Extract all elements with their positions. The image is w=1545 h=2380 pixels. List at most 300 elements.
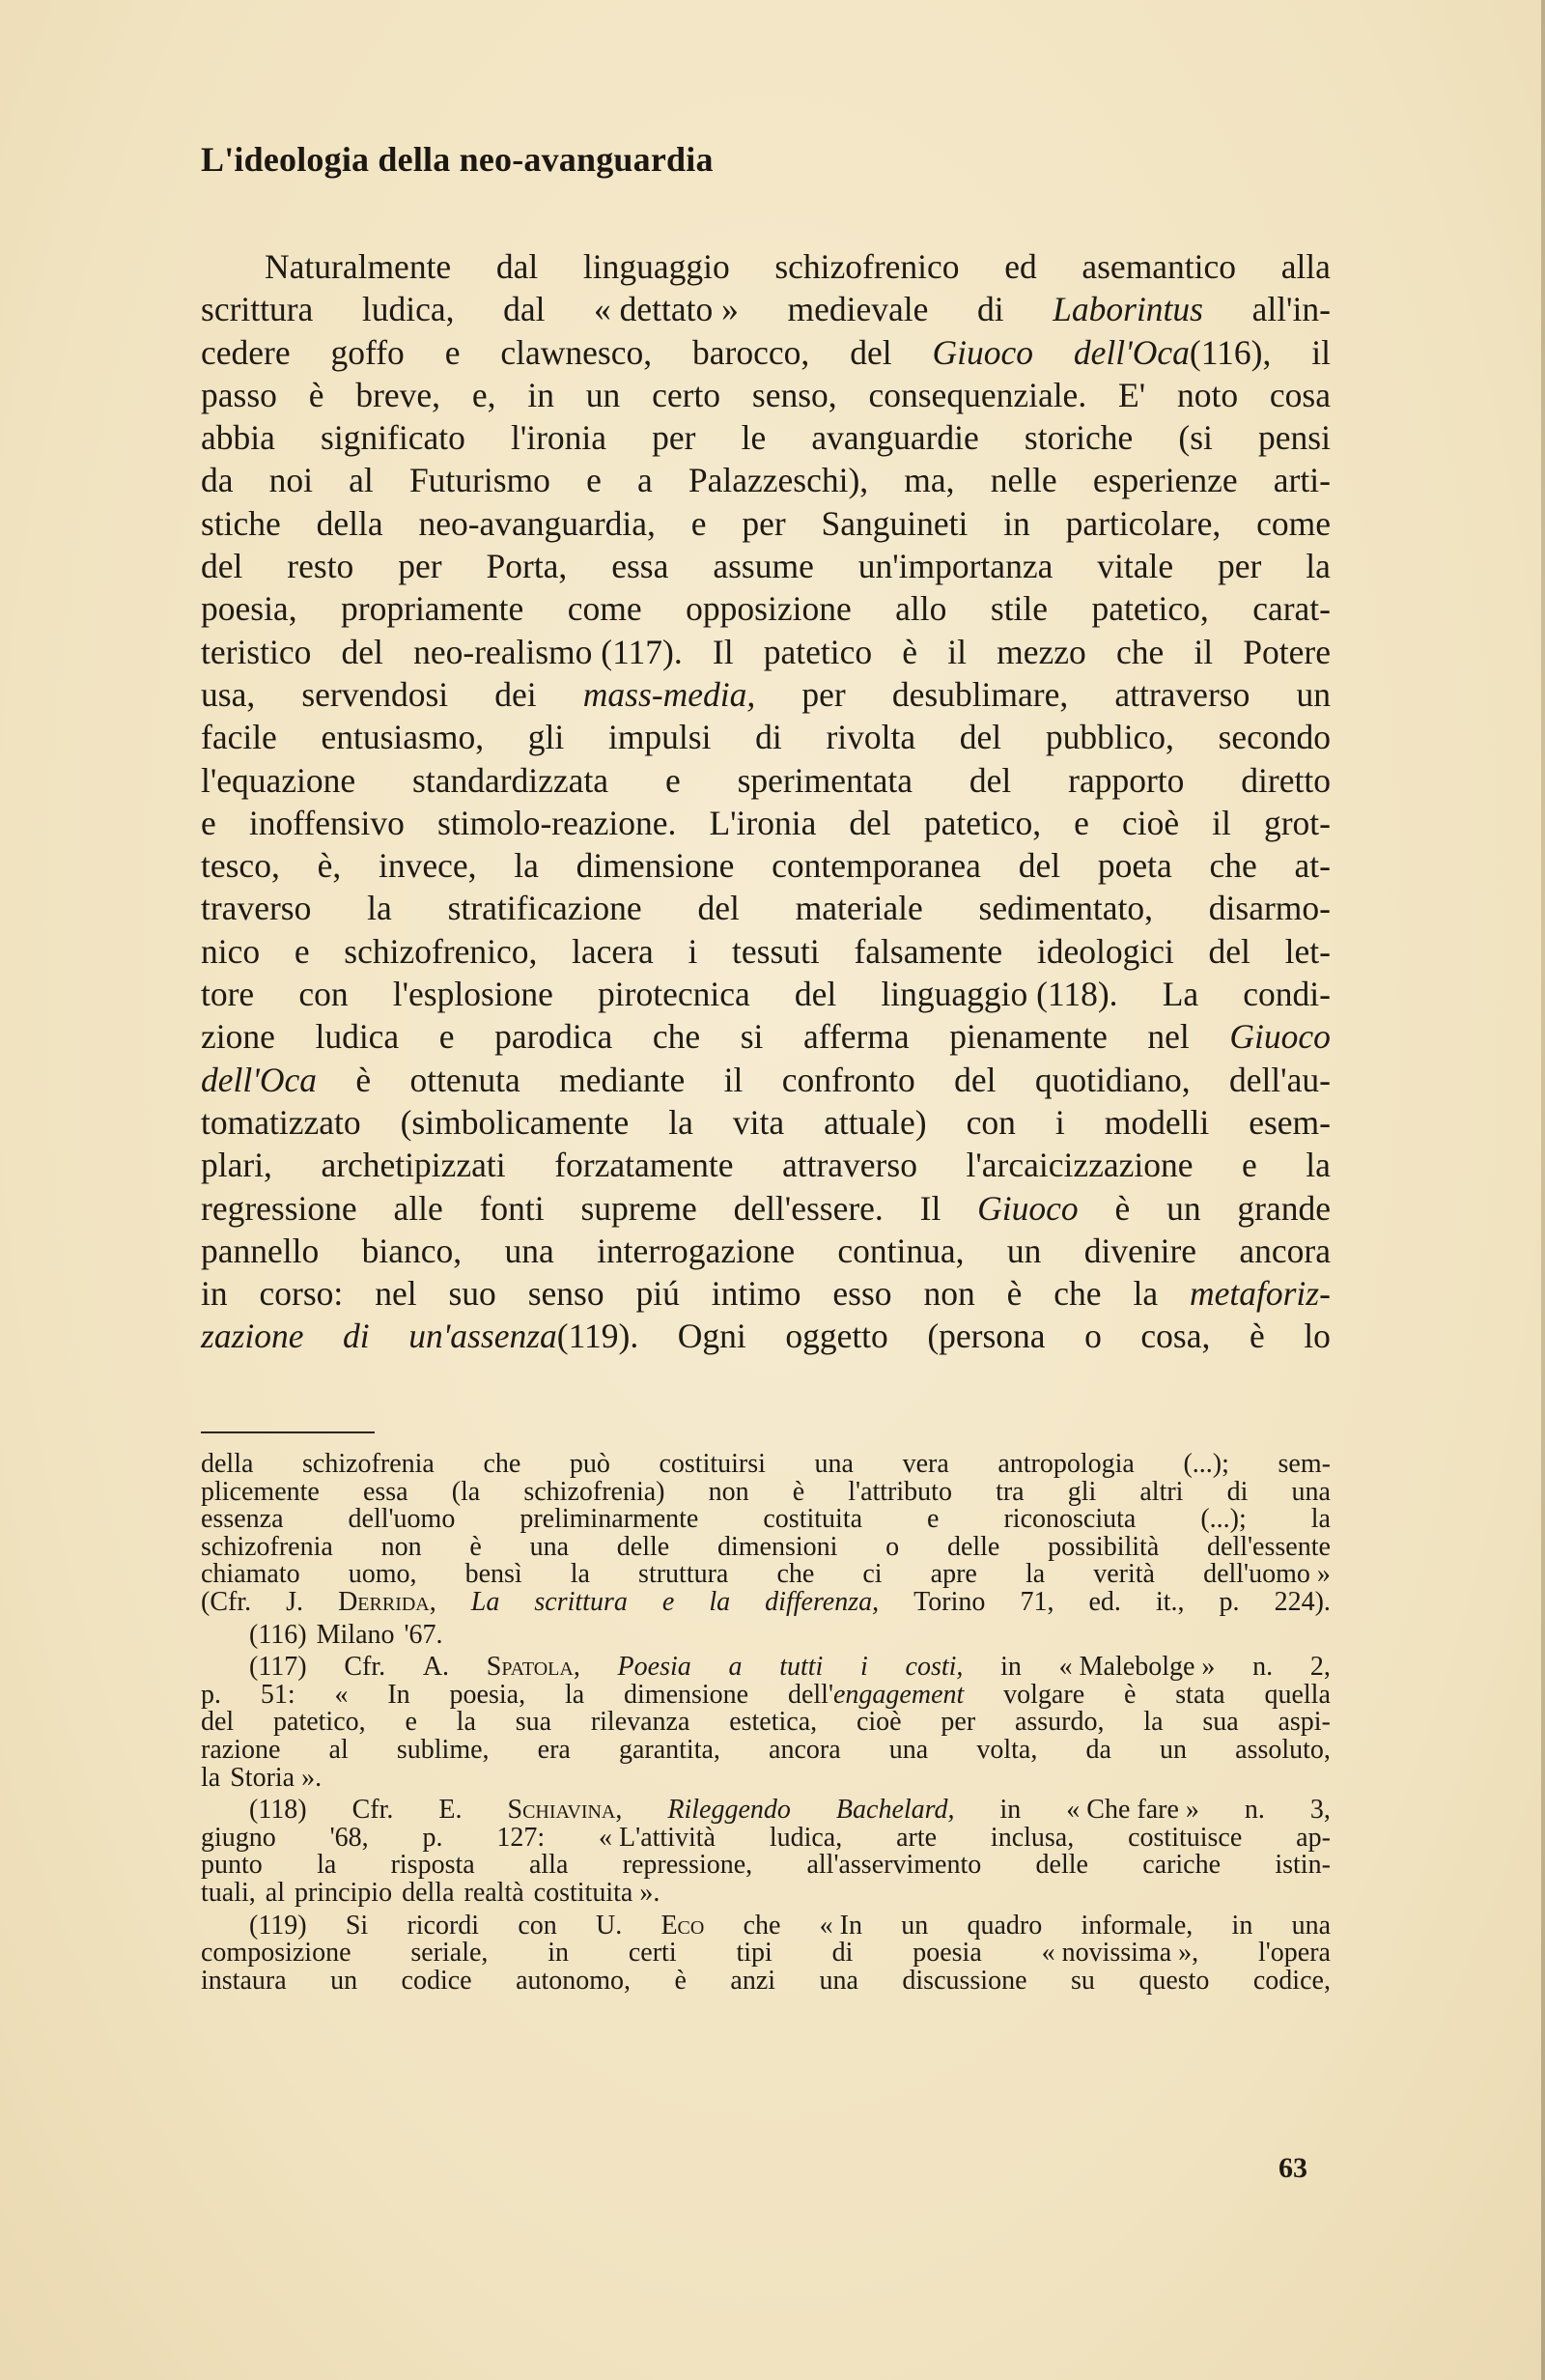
word: confronto: [781, 1060, 915, 1099]
word: tuali,: [201, 1877, 256, 1908]
word: impulsi: [607, 718, 712, 757]
word: Poesia: [617, 1652, 691, 1683]
word: (la: [451, 1476, 481, 1507]
word: noi: [268, 461, 314, 500]
word: rivolta: [826, 718, 916, 757]
word: senso,: [751, 375, 837, 414]
word: assoluto,: [1235, 1734, 1331, 1765]
word: tutti: [779, 1652, 824, 1683]
word: corso:: [259, 1274, 344, 1314]
word: essa: [611, 547, 669, 586]
word: e: [586, 461, 602, 500]
word: come: [567, 589, 642, 629]
word: condi-: [1243, 975, 1331, 1014]
word: U.: [595, 1910, 623, 1941]
word: di: [1226, 1476, 1249, 1507]
footnote-line: [201, 1762, 1331, 1793]
word: invece,: [379, 846, 477, 886]
footnote-line: [201, 1965, 1331, 1996]
word: un'assenza(119).: [408, 1317, 639, 1356]
word: cosa: [1269, 375, 1331, 414]
word: certi: [628, 1938, 677, 1969]
word: La: [1162, 975, 1199, 1014]
word: lacera: [572, 931, 654, 971]
word: costituita: [763, 1504, 863, 1535]
word: del: [959, 718, 1002, 757]
word: ci: [862, 1559, 883, 1590]
word: diretto: [1241, 760, 1331, 800]
footnote-line: [201, 1561, 1331, 1589]
footnote-line: [201, 1451, 1331, 1479]
word: e: [438, 1017, 455, 1057]
word: scrittura: [201, 290, 314, 329]
word: ancora: [1239, 1231, 1331, 1270]
word: oggetto: [785, 1317, 888, 1356]
word: dell'au-: [1228, 1060, 1331, 1099]
word: differenza,: [765, 1586, 880, 1617]
word: ludica: [315, 1017, 400, 1057]
word: E': [1118, 375, 1146, 414]
word: dal: [495, 247, 539, 286]
word: inclusa,: [990, 1822, 1075, 1853]
paragraph-line: [201, 1144, 1331, 1186]
word: attuale): [824, 1102, 927, 1142]
word: e: [405, 1707, 417, 1738]
word: del: [849, 803, 891, 842]
word: (Cfr.: [201, 1586, 252, 1617]
word: volta,: [976, 1734, 1038, 1765]
word: ludica,: [361, 290, 455, 329]
word: J.: [286, 1586, 304, 1617]
word: un: [1166, 1188, 1201, 1228]
word: chiamato: [201, 1559, 300, 1590]
word: quella: [1264, 1679, 1331, 1710]
word: che: [483, 1449, 521, 1479]
word: al: [328, 1734, 349, 1765]
word: punto: [201, 1850, 263, 1881]
word: apre: [930, 1559, 977, 1590]
word: gli: [1067, 1476, 1097, 1507]
footnote-line: [201, 1619, 1331, 1650]
word: « In: [819, 1910, 862, 1941]
word: l'esplosione: [392, 975, 553, 1014]
word: un: [901, 1910, 929, 1941]
word: principio: [294, 1877, 393, 1908]
word: Bachelard,: [835, 1795, 955, 1826]
word: « novissima »,: [1041, 1938, 1199, 1969]
word: stata: [1175, 1679, 1225, 1710]
word: passo: [201, 375, 277, 414]
word: cosa,: [1140, 1317, 1211, 1356]
word: ottenuta: [409, 1060, 520, 1099]
word: cioè: [1121, 803, 1180, 842]
word: carat-: [1252, 589, 1331, 629]
word: assurdo,: [1014, 1707, 1105, 1738]
word: verità: [1093, 1559, 1155, 1590]
word: composizione: [201, 1938, 351, 1969]
word: tra: [996, 1476, 1025, 1507]
word: Cfr.: [344, 1652, 386, 1683]
word: dell'engagement: [787, 1679, 965, 1710]
word: lo: [1304, 1317, 1331, 1356]
word: è: [469, 1531, 482, 1562]
word: per: [1218, 547, 1262, 586]
word: un: [330, 1965, 358, 1996]
word: schizofrenia: [201, 1531, 333, 1562]
word: e,: [471, 375, 496, 414]
word: Laborintus: [1053, 290, 1203, 329]
word: o: [885, 1531, 900, 1562]
word: riconosciuta: [1003, 1504, 1137, 1535]
word: in: [527, 375, 554, 414]
word: stiche: [201, 503, 281, 543]
word: la: [668, 1102, 693, 1142]
word: arti-: [1273, 461, 1331, 500]
paragraph-line: [201, 844, 1331, 887]
word: una: [1291, 1476, 1331, 1507]
paragraph-line: [201, 587, 1331, 630]
word: « dettato »: [594, 290, 739, 329]
word: un: [585, 375, 621, 414]
word: Potere: [1243, 632, 1331, 671]
word: tore: [201, 975, 255, 1014]
word: nelle: [990, 461, 1057, 500]
word: poesia,: [201, 589, 297, 629]
word: è: [308, 375, 324, 414]
word: divenire: [1083, 1231, 1197, 1270]
footnote-line: [201, 1654, 1331, 1682]
word: schizofrenico: [774, 247, 960, 286]
footnote-line: [201, 1586, 1331, 1617]
word: plicemente: [201, 1476, 320, 1507]
word: delle: [1035, 1850, 1088, 1881]
word: p.: [201, 1679, 221, 1710]
word: piú: [635, 1274, 680, 1314]
word: del: [697, 889, 740, 928]
paragraph-line: [201, 459, 1331, 501]
word: ed: [1004, 247, 1037, 286]
word: Il: [712, 632, 734, 671]
word: disarmo-: [1208, 889, 1331, 928]
paragraph-line: [201, 1187, 1331, 1230]
word: Futurismo: [408, 461, 550, 500]
word: Giuoco: [977, 1188, 1079, 1228]
word: Porta,: [486, 547, 568, 586]
word: del: [1018, 846, 1061, 886]
word: quadro: [967, 1910, 1043, 1941]
word: materiale: [795, 889, 923, 928]
footnote-line: [201, 1912, 1331, 1941]
word: linguaggio (118).: [881, 975, 1118, 1014]
word: i: [1054, 1102, 1065, 1142]
word: tomatizzato: [201, 1102, 361, 1142]
word: dimensioni: [716, 1531, 838, 1562]
footnote-line: [201, 1797, 1331, 1825]
word: ancora: [769, 1734, 841, 1765]
word: stile: [990, 589, 1049, 629]
word: Storia ».: [230, 1762, 323, 1793]
running-head: L'ideologia della neo-avanguardia: [201, 140, 714, 179]
word: il: [1311, 332, 1331, 372]
word: storiche: [1024, 418, 1134, 458]
word: quotidiano,: [1034, 1060, 1191, 1099]
word: in: [999, 1795, 1022, 1826]
word: 51:: [260, 1679, 295, 1710]
word: autonomo,: [516, 1965, 632, 1996]
word: 3,: [1309, 1795, 1331, 1826]
word: attraverso: [1114, 674, 1250, 714]
word: alle: [393, 1188, 443, 1228]
word: « Che fare »: [1066, 1795, 1199, 1826]
word: non: [708, 1476, 749, 1507]
word: dell'Oca(116),: [1073, 332, 1272, 372]
word: di: [343, 1317, 370, 1356]
word: nel: [375, 1274, 417, 1314]
word: (simbolicamente: [400, 1102, 630, 1142]
word: Cfr.: [351, 1795, 394, 1826]
footnote-separator: [201, 1431, 375, 1433]
word: questo: [1138, 1965, 1210, 1996]
word: « L'attività: [599, 1822, 716, 1853]
word: è: [1006, 1274, 1023, 1314]
word: Palazzeschi),: [688, 461, 869, 500]
word: di: [976, 290, 1004, 329]
word: resto: [287, 547, 354, 586]
word: discussione: [902, 1965, 1027, 1996]
paragraph-line: [201, 716, 1331, 758]
word: la: [514, 846, 539, 886]
footnote-line: [201, 1709, 1331, 1737]
word: in: [1231, 1910, 1253, 1941]
word: dimensione: [624, 1679, 749, 1710]
word: per: [742, 503, 786, 543]
word: zazione: [201, 1317, 304, 1356]
word: usa,: [201, 674, 256, 714]
word: '68,: [329, 1822, 369, 1853]
word: certo: [652, 375, 721, 414]
word: mediante: [559, 1060, 686, 1099]
word: la: [564, 1679, 585, 1710]
word: let-: [1284, 931, 1331, 971]
word: 2,: [1309, 1652, 1331, 1683]
word: tipi: [736, 1938, 772, 1969]
main-paragraph: [201, 245, 1331, 1358]
word: come: [1256, 503, 1331, 543]
word: la: [570, 1559, 590, 1590]
word: opposizione: [686, 589, 852, 629]
word: volgare: [1003, 1679, 1085, 1710]
page-edge-shadow: [1541, 0, 1545, 2380]
word: un: [1160, 1734, 1188, 1765]
word: si: [740, 1017, 764, 1057]
word: intimo: [711, 1274, 801, 1314]
word: per: [398, 547, 442, 586]
word: nel: [1147, 1017, 1190, 1057]
word: una: [819, 1965, 858, 1996]
word: assume: [713, 547, 814, 586]
word: forzatamente: [554, 1146, 734, 1185]
word: cedere: [201, 332, 291, 372]
word: possibilità: [1048, 1531, 1160, 1562]
word: anzi: [730, 1965, 776, 1996]
paragraph-line: [201, 1272, 1331, 1315]
word: dal: [503, 290, 546, 329]
word: altri: [1139, 1476, 1184, 1507]
word: bensì: [464, 1559, 522, 1590]
word: è,: [317, 846, 342, 886]
paragraph-line: [201, 1315, 1331, 1357]
footnote-line: [201, 1531, 1331, 1562]
word: la: [367, 889, 392, 928]
word: cariche: [1142, 1850, 1222, 1881]
word: la: [456, 1707, 476, 1738]
word: istin-: [1275, 1850, 1331, 1881]
word: per: [652, 418, 696, 458]
word: In: [387, 1679, 410, 1710]
paragraph-line: [201, 930, 1331, 973]
word: Spatola,: [486, 1652, 580, 1683]
word: e: [664, 760, 681, 800]
word: informale,: [1081, 1910, 1194, 1941]
word: la: [709, 1586, 731, 1617]
paragraph-line: [201, 973, 1331, 1015]
word: un: [1296, 674, 1331, 714]
word: regressione: [201, 1188, 357, 1228]
paragraph-line: [201, 288, 1331, 330]
word: Naturalmente: [265, 247, 452, 286]
word: o: [1084, 1317, 1102, 1356]
word: tessuti: [732, 931, 820, 971]
word: E.: [438, 1795, 463, 1826]
word: (...);: [1200, 1504, 1247, 1535]
word: la: [1143, 1707, 1164, 1738]
word: con: [298, 975, 349, 1014]
word: goffo: [330, 332, 405, 372]
word: patetico,: [1091, 589, 1209, 629]
word: modelli: [1104, 1102, 1210, 1142]
word: avanguardie: [811, 418, 979, 458]
word: it.,: [1155, 1586, 1185, 1617]
word: interrogazione: [597, 1231, 796, 1270]
word: codice,: [1252, 1965, 1331, 1996]
word: non: [923, 1274, 975, 1314]
word: uomo,: [348, 1559, 417, 1590]
word: falsamente: [854, 931, 1003, 971]
word: ideologici: [1036, 931, 1174, 971]
word: il: [1194, 632, 1214, 671]
word: preliminarmente: [520, 1504, 699, 1535]
word: (116): [249, 1619, 307, 1650]
word: sublime,: [396, 1734, 490, 1765]
word: del: [1208, 931, 1250, 971]
word: schizofrenico,: [344, 931, 538, 971]
word: a: [636, 461, 653, 500]
word: del: [794, 975, 837, 1014]
word: (119): [249, 1910, 307, 1941]
paragraph-line: [201, 759, 1331, 802]
word: una: [814, 1449, 854, 1479]
word: una: [504, 1231, 554, 1270]
footnote-line: [201, 1852, 1331, 1880]
word: alla: [1280, 247, 1331, 286]
paragraph-line: [201, 374, 1331, 416]
word: consequenziale.: [868, 375, 1087, 414]
word: di: [755, 718, 782, 757]
word: della: [316, 503, 383, 543]
word: che: [1115, 632, 1165, 671]
paragraph-line: [201, 1015, 1331, 1058]
word: teristico: [201, 632, 312, 671]
word: dell'uomo »: [1203, 1559, 1331, 1590]
word: essenza: [201, 1504, 284, 1535]
word: estetica,: [729, 1707, 818, 1738]
word: Milano: [316, 1619, 395, 1650]
word: (persona: [927, 1317, 1046, 1356]
word: propriamente: [341, 589, 524, 629]
footnote-line: [201, 1506, 1331, 1534]
footnote-line: [201, 1679, 1331, 1710]
word: e: [444, 332, 461, 372]
word: gli: [527, 718, 565, 757]
paragraph-line: [201, 887, 1331, 929]
word: delle: [616, 1531, 670, 1562]
word: n.: [1252, 1652, 1274, 1683]
word: repressione,: [622, 1850, 753, 1881]
word: grande: [1237, 1188, 1331, 1228]
word: Ogni: [677, 1317, 746, 1356]
word: è: [1114, 1188, 1131, 1228]
word: fonti: [479, 1188, 545, 1228]
word: instaura: [201, 1965, 287, 1996]
word: afferma: [802, 1017, 910, 1057]
word: la: [201, 1762, 221, 1793]
word: rapporto: [1068, 760, 1185, 800]
word: bianco,: [361, 1231, 463, 1270]
word: giugno: [201, 1822, 276, 1853]
word: poesia: [913, 1938, 982, 1969]
word: l'attributo: [848, 1476, 952, 1507]
word: esperienze: [1092, 461, 1238, 500]
word: schizofrenia): [523, 1476, 665, 1507]
word: asemantico: [1082, 247, 1237, 286]
word: al: [265, 1877, 285, 1908]
paragraph-line: [201, 502, 1331, 545]
paragraph-line: [201, 245, 1331, 288]
word: il: [1212, 803, 1231, 842]
word: patetico,: [923, 803, 1042, 842]
word: costituita ».: [533, 1877, 660, 1908]
word: patetico: [763, 632, 873, 671]
word: dell'Oca: [201, 1060, 317, 1099]
word: era: [537, 1734, 571, 1765]
word: dimensione: [576, 846, 735, 886]
word: particolare,: [1065, 503, 1222, 543]
word: codice: [401, 1965, 472, 1996]
word: suo: [448, 1274, 496, 1314]
word: sua: [1202, 1707, 1239, 1738]
word: medievale: [787, 290, 929, 329]
word: è: [1249, 1317, 1265, 1356]
word: i: [860, 1652, 868, 1683]
word: sem-: [1278, 1449, 1331, 1479]
word: che: [1053, 1274, 1102, 1314]
word: stimolo-reazione.: [436, 803, 677, 842]
word: barocco,: [692, 332, 810, 372]
paragraph-line: [201, 331, 1331, 374]
word: e: [690, 503, 707, 543]
word: è: [792, 1476, 805, 1507]
word: dell'essere.: [733, 1188, 884, 1228]
